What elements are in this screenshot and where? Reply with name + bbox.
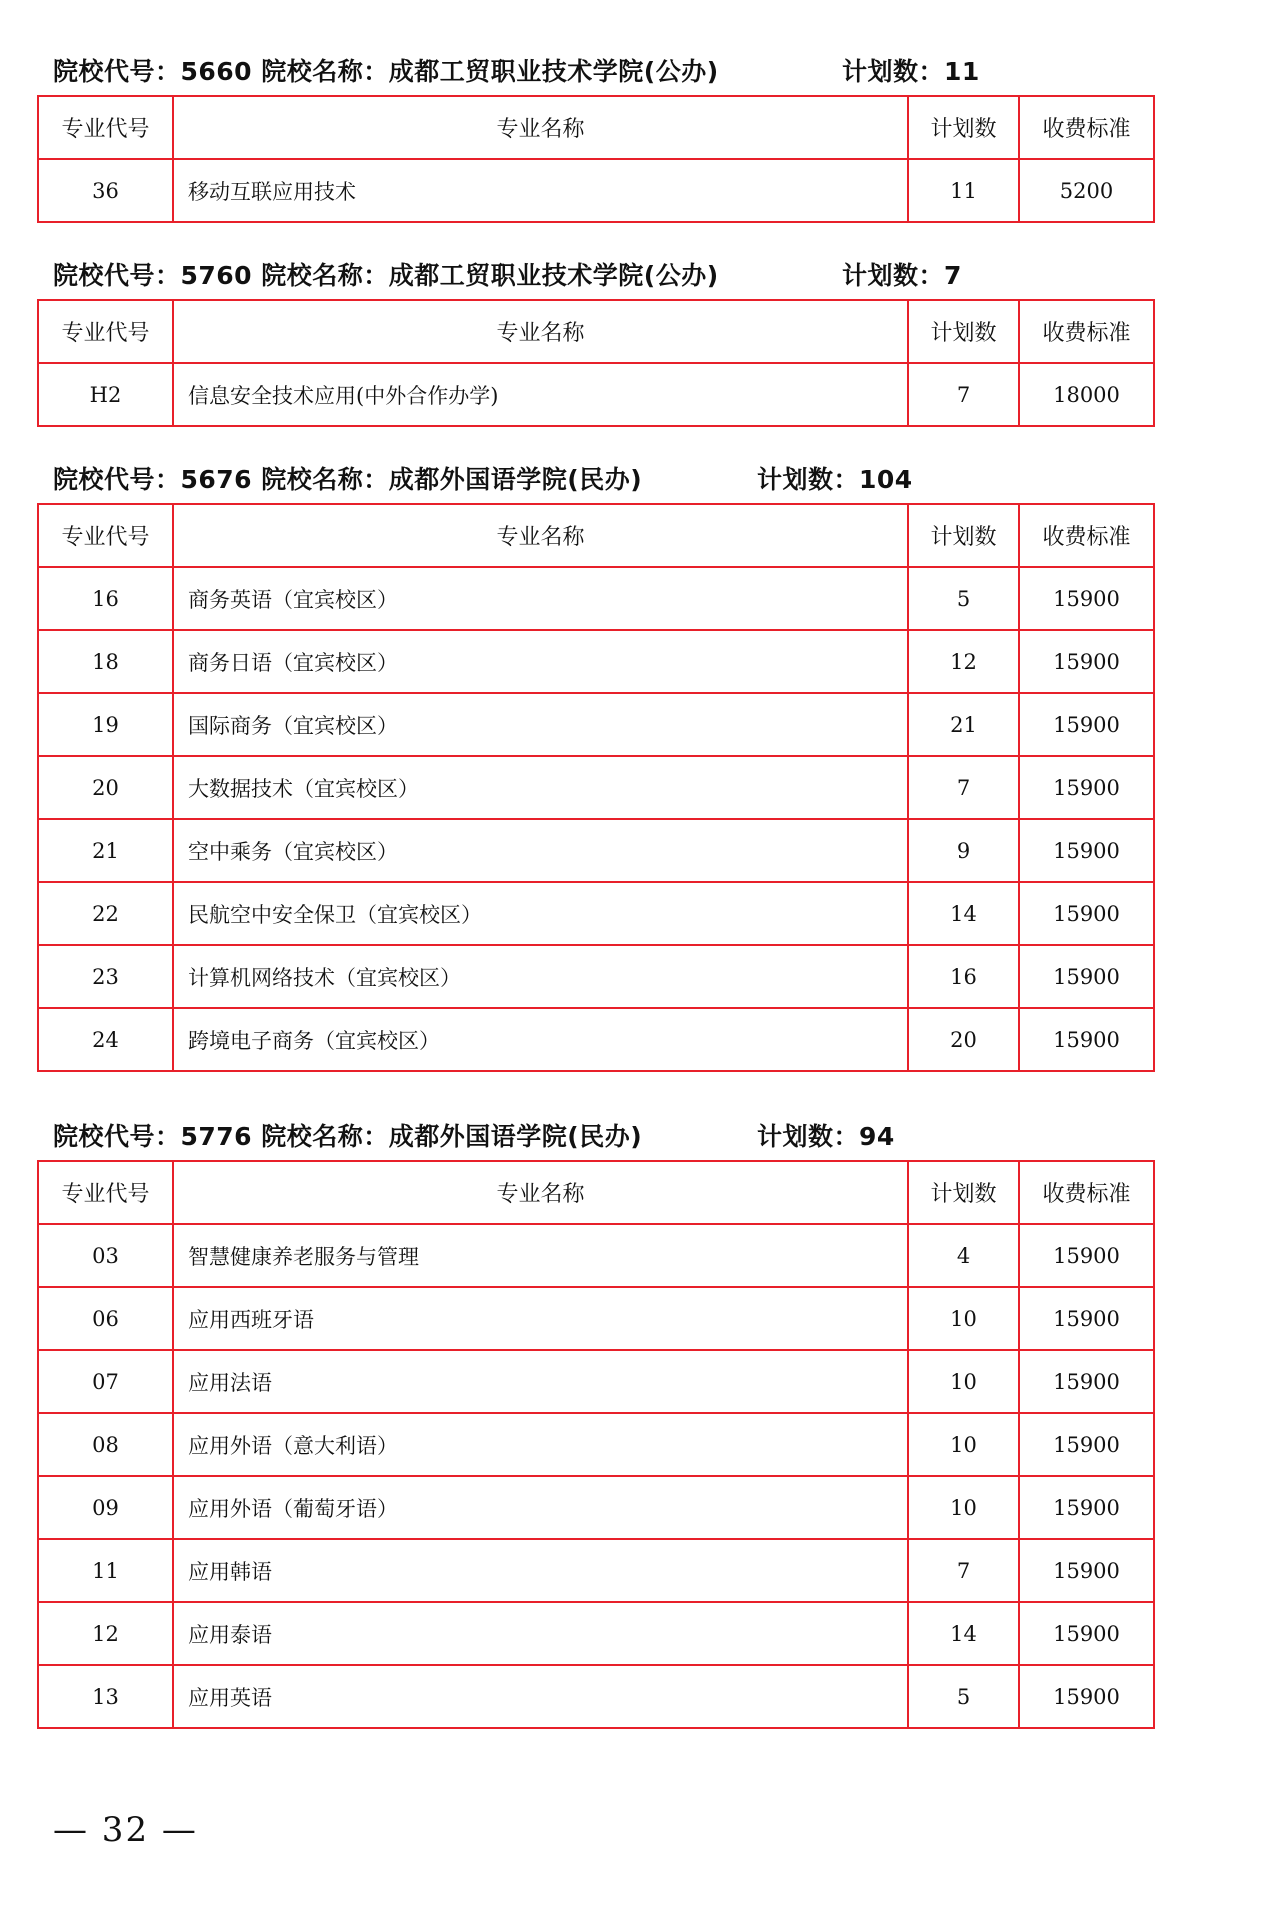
table-row [38,363,1154,426]
cell-code: 20 [38,756,173,819]
cell-fee: 15900 [1019,630,1154,693]
cell-code: 16 [38,567,173,630]
cell-plan: 5 [908,1665,1019,1728]
cell-fee: 15900 [1019,567,1154,630]
cell-code: 36 [38,159,173,222]
cell-name: 信息安全技术应用(中外合作办学) [173,363,908,426]
cell-name: 跨境电子商务（宜宾校区） [173,1008,908,1071]
cell-name: 计算机网络技术（宜宾校区） [173,945,908,1008]
table-header-row [38,504,1154,567]
header-plan: 计划数 [908,300,1019,363]
header-code: 专业代号 [38,300,173,363]
cell-plan: 7 [908,363,1019,426]
header-fee: 收费标准 [1019,1161,1154,1224]
table-header-row [38,1161,1154,1224]
cell-fee: 15900 [1019,882,1154,945]
cell-fee: 15900 [1019,1350,1154,1413]
cell-name: 应用英语 [173,1665,908,1728]
header-fee: 收费标准 [1019,504,1154,567]
header-plan: 计划数 [908,504,1019,567]
cell-code: 13 [38,1665,173,1728]
cell-code: 08 [38,1413,173,1476]
table-row [38,1413,1154,1476]
cell-plan: 16 [908,945,1019,1008]
table-header-row [38,96,1154,159]
cell-fee: 15900 [1019,1539,1154,1602]
cell-code: 06 [38,1287,173,1350]
cell-code: 07 [38,1350,173,1413]
heading-school-info: 院校代号：5760 院校名称：成都工贸职业技术学院(公办) [53,261,719,290]
table-row [38,1350,1154,1413]
cell-name: 应用泰语 [173,1602,908,1665]
cell-plan: 9 [908,819,1019,882]
major-table [37,503,1155,1072]
cell-plan: 21 [908,693,1019,756]
major-table [37,1160,1155,1729]
cell-plan: 4 [908,1224,1019,1287]
header-name: 专业名称 [173,504,908,567]
table-row [38,1287,1154,1350]
school-section-5760 [37,259,1149,427]
section-heading [37,55,1149,89]
header-code: 专业代号 [38,96,173,159]
cell-name: 应用西班牙语 [173,1287,908,1350]
header-fee: 收费标准 [1019,300,1154,363]
table-row [38,1539,1154,1602]
cell-name: 应用韩语 [173,1539,908,1602]
cell-code: 09 [38,1476,173,1539]
cell-fee: 5200 [1019,159,1154,222]
cell-plan: 11 [908,159,1019,222]
table-row [38,756,1154,819]
cell-name: 应用外语（意大利语） [173,1413,908,1476]
table-row [38,630,1154,693]
table-row [38,1602,1154,1665]
section-heading [37,463,1149,497]
section-heading [37,259,1149,293]
cell-name: 智慧健康养老服务与管理 [173,1224,908,1287]
table-row [38,693,1154,756]
major-table [37,95,1155,223]
header-name: 专业名称 [173,1161,908,1224]
cell-name: 移动互联应用技术 [173,159,908,222]
heading-plan-count: 计划数：94 [757,1122,895,1151]
cell-name: 国际商务（宜宾校区） [173,693,908,756]
header-plan: 计划数 [908,96,1019,159]
header-code: 专业代号 [38,1161,173,1224]
cell-fee: 15900 [1019,1008,1154,1071]
cell-code: 24 [38,1008,173,1071]
cell-code: 22 [38,882,173,945]
cell-code: 11 [38,1539,173,1602]
heading-school-info: 院校代号：5676 院校名称：成都外国语学院(民办) [53,465,643,494]
table-row [38,1665,1154,1728]
table-row [38,1476,1154,1539]
section-heading [37,1120,1149,1154]
cell-code: 19 [38,693,173,756]
cell-fee: 15900 [1019,1224,1154,1287]
page-number: — 32 — [53,1810,198,1850]
school-section-5776 [37,1120,1149,1729]
cell-plan: 14 [908,882,1019,945]
cell-fee: 15900 [1019,1287,1154,1350]
cell-fee: 15900 [1019,1602,1154,1665]
cell-code: 18 [38,630,173,693]
cell-name: 大数据技术（宜宾校区） [173,756,908,819]
table-header-row [38,300,1154,363]
cell-plan: 10 [908,1287,1019,1350]
cell-code: 21 [38,819,173,882]
cell-plan: 10 [908,1476,1019,1539]
table-row [38,567,1154,630]
cell-name: 空中乘务（宜宾校区） [173,819,908,882]
cell-fee: 15900 [1019,1413,1154,1476]
cell-name: 应用外语（葡萄牙语） [173,1476,908,1539]
header-name: 专业名称 [173,96,908,159]
major-table [37,299,1155,427]
cell-plan: 10 [908,1350,1019,1413]
cell-plan: 7 [908,756,1019,819]
table-row [38,882,1154,945]
cell-name: 民航空中安全保卫（宜宾校区） [173,882,908,945]
heading-plan-count: 计划数：104 [757,465,913,494]
cell-name: 商务日语（宜宾校区） [173,630,908,693]
header-fee: 收费标准 [1019,96,1154,159]
cell-code: 23 [38,945,173,1008]
header-name: 专业名称 [173,300,908,363]
cell-plan: 5 [908,567,1019,630]
cell-name: 应用法语 [173,1350,908,1413]
table-row [38,945,1154,1008]
cell-fee: 15900 [1019,945,1154,1008]
cell-plan: 14 [908,1602,1019,1665]
cell-fee: 15900 [1019,756,1154,819]
table-row [38,1224,1154,1287]
table-row [38,159,1154,222]
header-code: 专业代号 [38,504,173,567]
cell-plan: 10 [908,1413,1019,1476]
cell-plan: 7 [908,1539,1019,1602]
cell-code: H2 [38,363,173,426]
school-section-5660 [37,55,1149,223]
school-section-5676 [37,463,1149,1072]
header-plan: 计划数 [908,1161,1019,1224]
cell-fee: 18000 [1019,363,1154,426]
table-row [38,819,1154,882]
cell-fee: 15900 [1019,1476,1154,1539]
heading-plan-count: 计划数：7 [842,261,962,290]
cell-code: 03 [38,1224,173,1287]
heading-plan-count: 计划数：11 [842,57,980,86]
cell-code: 12 [38,1602,173,1665]
cell-fee: 15900 [1019,819,1154,882]
cell-plan: 12 [908,630,1019,693]
table-row [38,1008,1154,1071]
cell-fee: 15900 [1019,693,1154,756]
heading-school-info: 院校代号：5660 院校名称：成都工贸职业技术学院(公办) [53,57,719,86]
heading-school-info: 院校代号：5776 院校名称：成都外国语学院(民办) [53,1122,643,1151]
cell-plan: 20 [908,1008,1019,1071]
cell-fee: 15900 [1019,1665,1154,1728]
cell-name: 商务英语（宜宾校区） [173,567,908,630]
